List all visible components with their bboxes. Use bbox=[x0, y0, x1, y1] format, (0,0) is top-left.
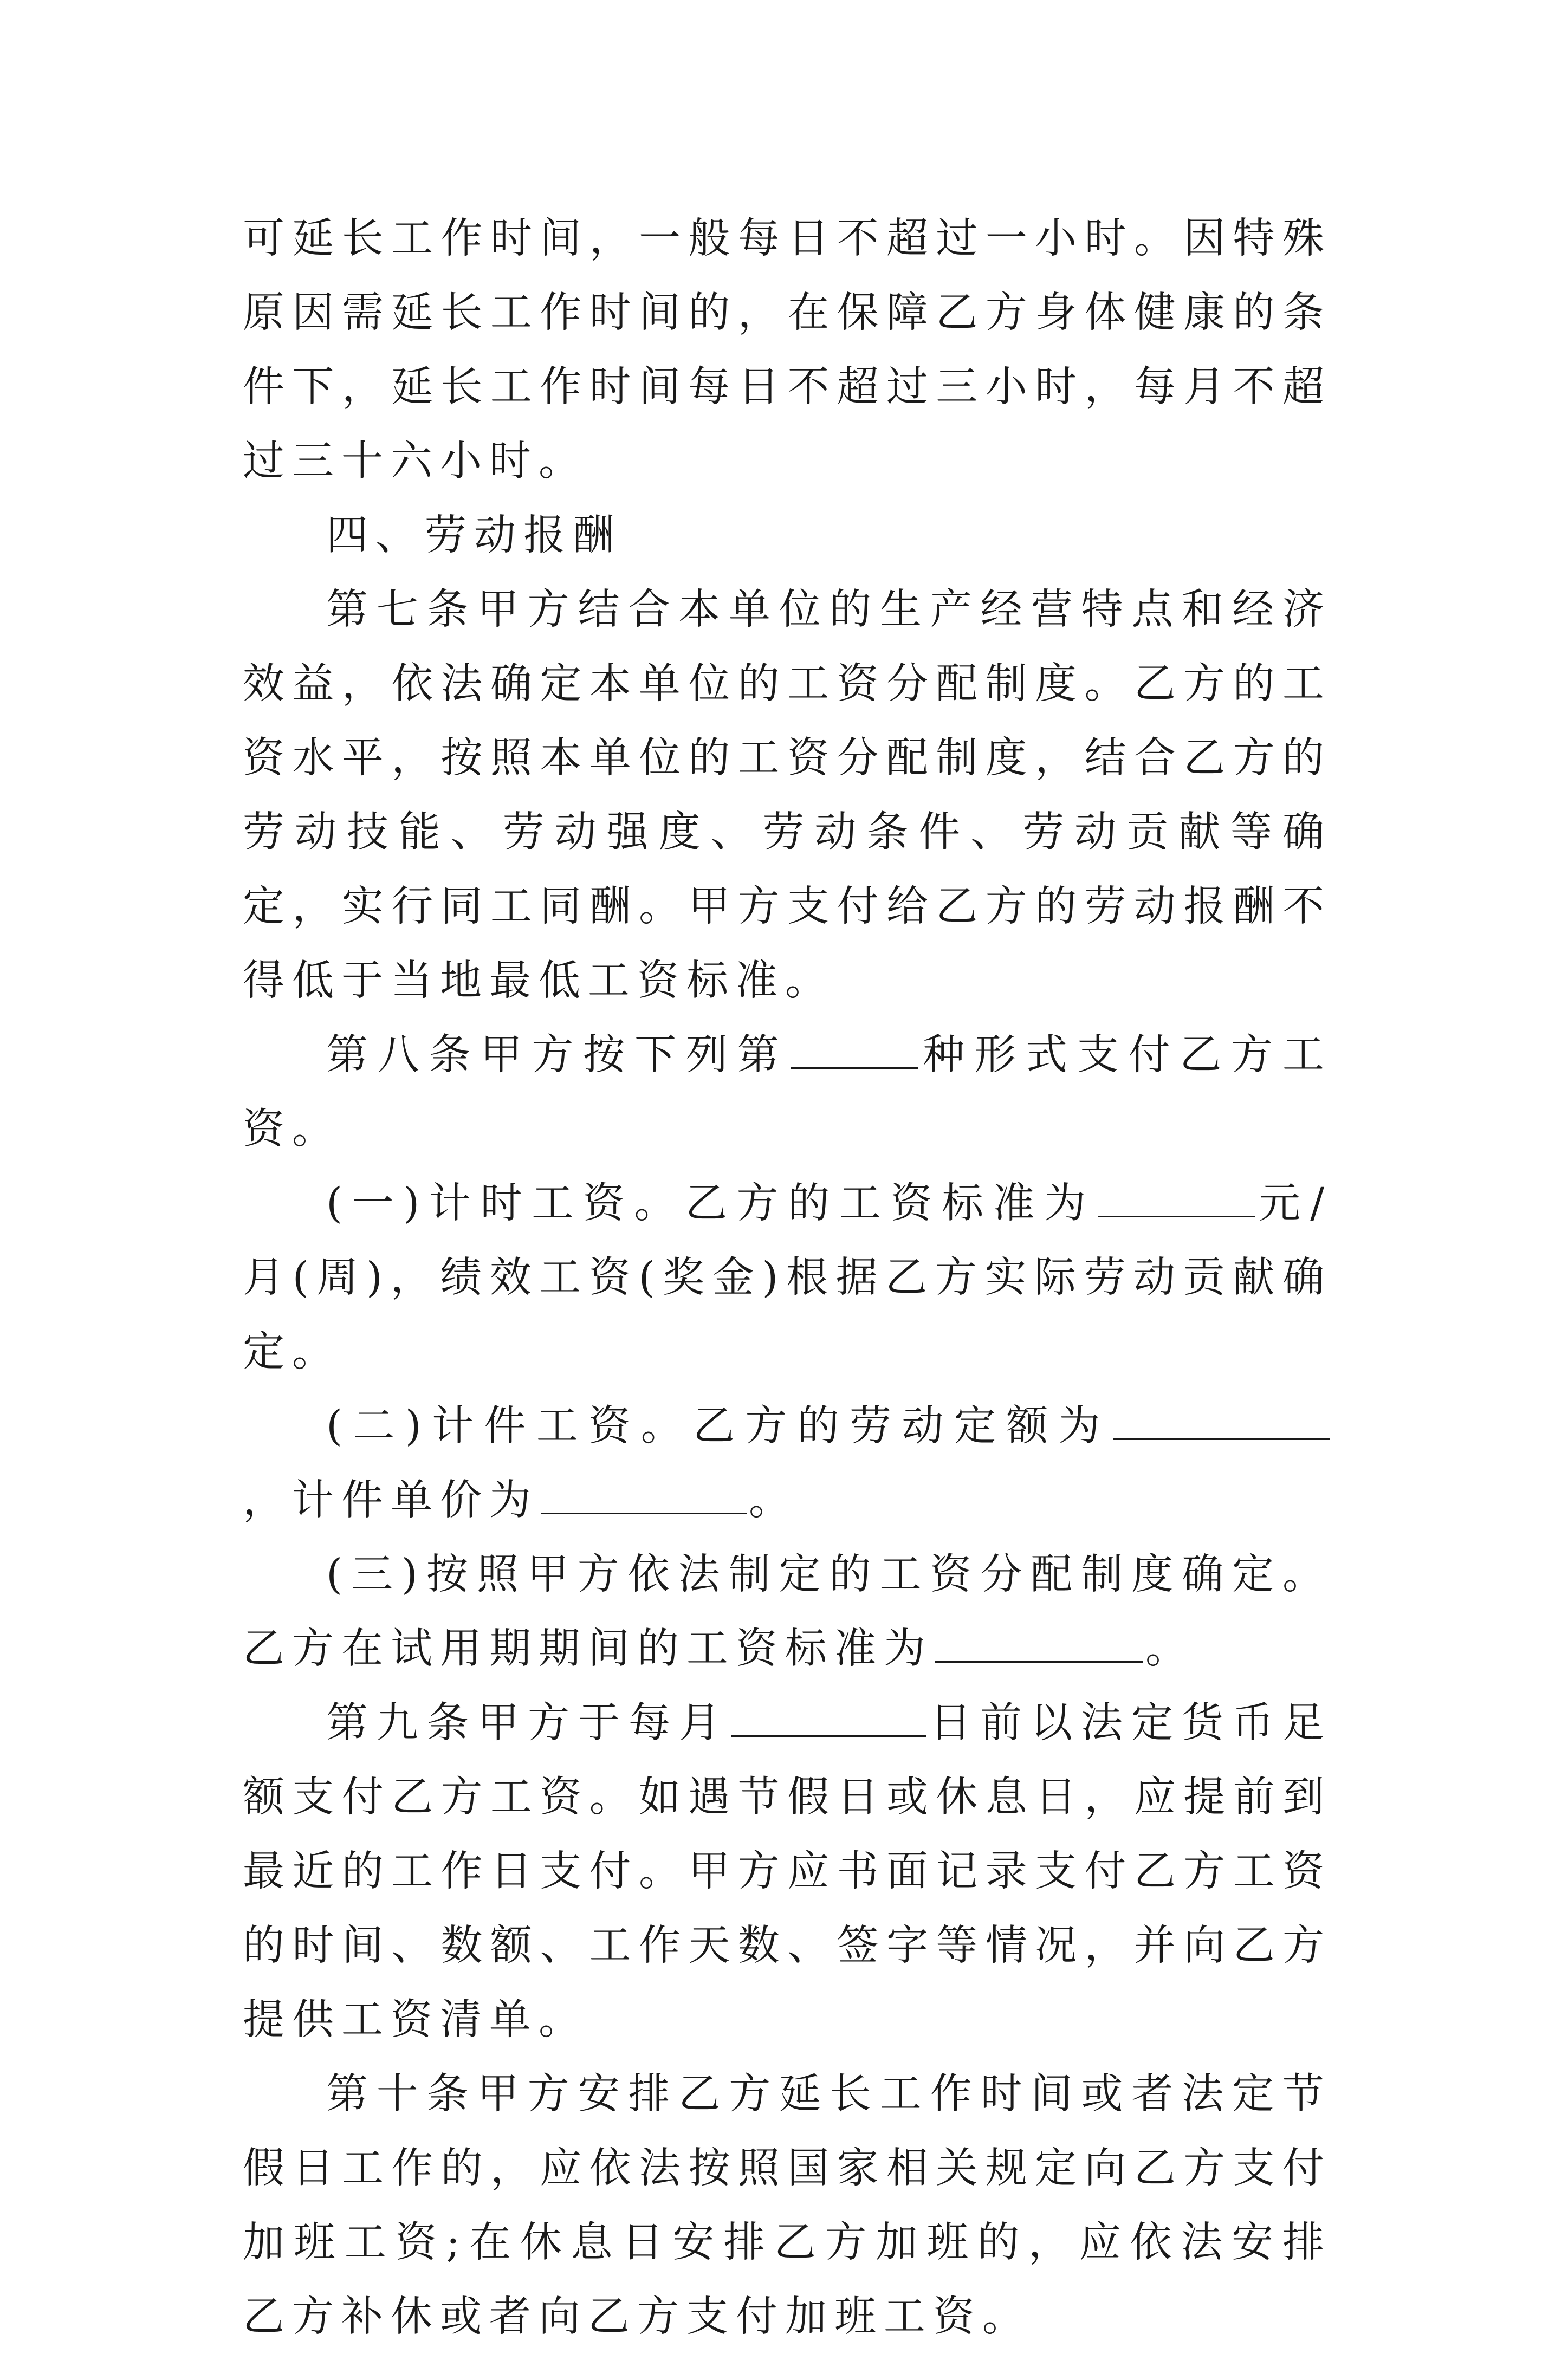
paragraph-text: 第七条甲方结合本单位的生产经营特点和经济效益，依法确定本单位的工资分配制度。乙方的工资水平，按照本单位的工资分配制度，结合乙方的劳动技能、劳动强度、劳动条件、劳动贡献等确定，实行同工同酬。甲方支付给乙方的劳动报酬不得低于当地最低工资标准。 bbox=[243, 586, 1332, 1005]
blank-pay-day bbox=[731, 1701, 926, 1737]
paragraph-text-middle: ，计件单价为 bbox=[243, 1476, 539, 1525]
paragraph-text-after: 。 bbox=[749, 1476, 798, 1525]
paragraph-text-before: 第九条甲方于每月 bbox=[326, 1699, 729, 1747]
document-body bbox=[243, 202, 1332, 2354]
section-heading-remuneration bbox=[243, 498, 1332, 573]
blank-labor-quota bbox=[1113, 1404, 1330, 1440]
section-heading-text: 四、劳动报酬 bbox=[326, 511, 622, 560]
article-10 bbox=[243, 2057, 1332, 2354]
blank-unit-price bbox=[541, 1478, 747, 1514]
paragraph-text-after: 种形式支付乙方工资。 bbox=[243, 1031, 1332, 1153]
paragraph-text-before: (一)计时工资。乙方的工资标准为 bbox=[326, 1179, 1096, 1228]
paragraph-text-after: 。 bbox=[1145, 1625, 1195, 1673]
paragraph-text-before: (三)按照甲方依法制定的工资分配制度确定。乙方在试用期期间的工资标准为 bbox=[243, 1551, 1332, 1673]
paragraph-text: 可延长工作时间，一般每日不超过一小时。因特殊原因需延长工作时间的，在保障乙方身体健康的条件下，延长工作时间每日不超过三小时，每月不超过三十六小时。 bbox=[243, 215, 1332, 485]
clause-wage-system bbox=[243, 1538, 1332, 1686]
paragraph-text-after: 日前以法定货币足额支付乙方工资。如遇节假日或休息日，应提前到最近的工作日支付。甲方应书面记录支付乙方工资的时间、数额、工作天数、签字等情况，并向乙方提供工资清单。 bbox=[243, 1699, 1332, 2044]
clause-time-wage bbox=[243, 1166, 1332, 1389]
paragraph-text: 第十条甲方安排乙方延长工作时间或者法定节假日工作的，应依法按照国家相关规定向乙方支付加班工资;在休息日安排乙方加班的，应依法安排乙方补休或者向乙方支付加班工资。 bbox=[243, 2070, 1332, 2341]
paragraph-text-before: 第八条甲方按下列第 bbox=[326, 1031, 789, 1079]
blank-wage-standard bbox=[1098, 1181, 1255, 1217]
paragraph-text-before: (二)计件工资。乙方的劳动定额为 bbox=[326, 1402, 1111, 1450]
article-9 bbox=[243, 1686, 1332, 2057]
blank-payment-form bbox=[791, 1033, 918, 1069]
paragraph-text-after: 元/月(周)，绩效工资(奖金)根据乙方实际劳动贡献确定。 bbox=[243, 1179, 1332, 1376]
article-8 bbox=[243, 1018, 1332, 1166]
clause-piece-wage bbox=[243, 1389, 1332, 1538]
paragraph-working-hours bbox=[243, 202, 1332, 498]
blank-probation-wage bbox=[935, 1626, 1143, 1663]
article-7 bbox=[243, 573, 1332, 1018]
